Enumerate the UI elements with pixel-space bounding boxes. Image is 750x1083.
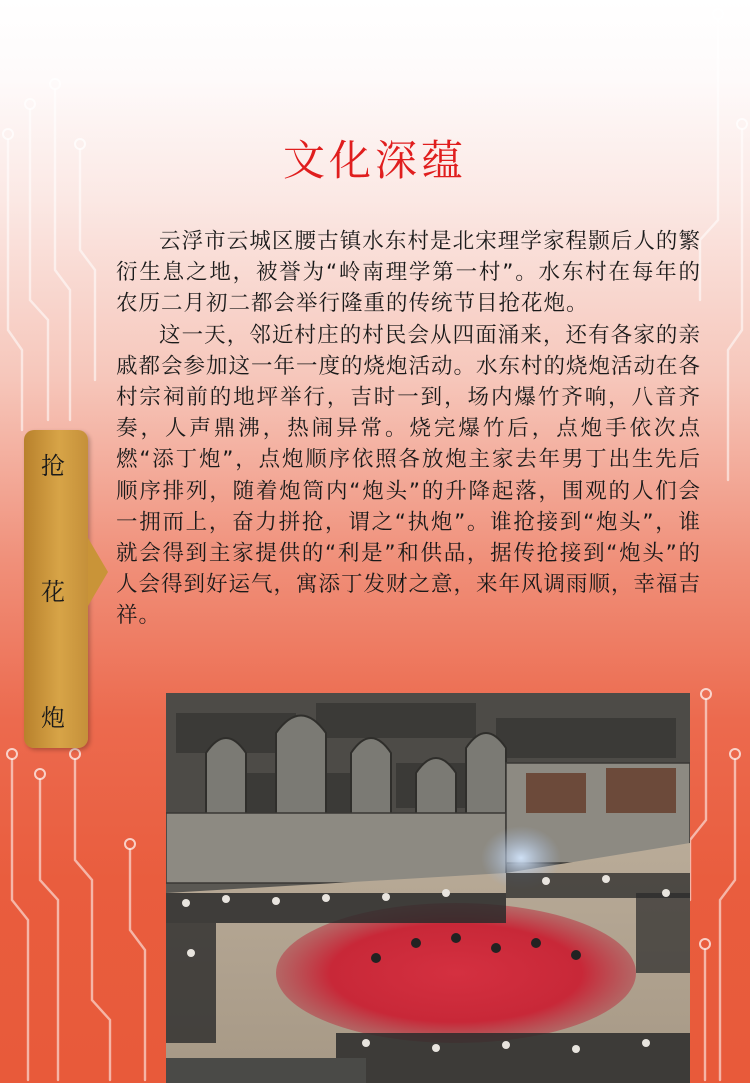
paragraph-2: 这一天，邻近村庄的村民会从四面涌来，还有各家的亲戚都会参加这一年一度的烧炮活动。水东村的烧炮活动在各村宗祠前的地坪举行，吉时一到，场内爆竹齐响，八音齐奏，人声鼎沸，热闹异常。烧完爆竹后，点炮手依次点燃“添丁炮”，点炮顺序依照各放炮主家去年男丁出生先后顺序排列，随着炮筒内“炮头”的升降起落，围观的人们会一拥而上，奋力拼抢，谓之“执炮”。谁抢接到“炮头”，谁就会得到主家提供的“利是”和供品，据传抢接到“炮头”的人会得到好运气，寓添丁发财之意，来年风调雨顺，幸福吉祥。 — [116, 322, 702, 629]
side-tab-char-3: 炮 — [41, 704, 65, 732]
side-tab-arrow — [88, 538, 108, 606]
side-tab-char-2: 花 — [41, 578, 65, 606]
paragraph-1: 云浮市云城区腰古镇水东村是北宋理学家程颢后人的繁衍生息之地，被誉为“岭南理学第一村”。水东村在每年的农历二月初二都会举行隆重的传统节目抢花炮。 — [116, 229, 701, 317]
page-title: 文化深蕴 — [282, 136, 467, 185]
festival-photo — [166, 693, 690, 1083]
festival-photo-illustration — [166, 693, 690, 1083]
side-tab-char-1: 抢 — [41, 452, 65, 480]
article-body — [116, 226, 701, 632]
side-tab — [24, 430, 88, 748]
